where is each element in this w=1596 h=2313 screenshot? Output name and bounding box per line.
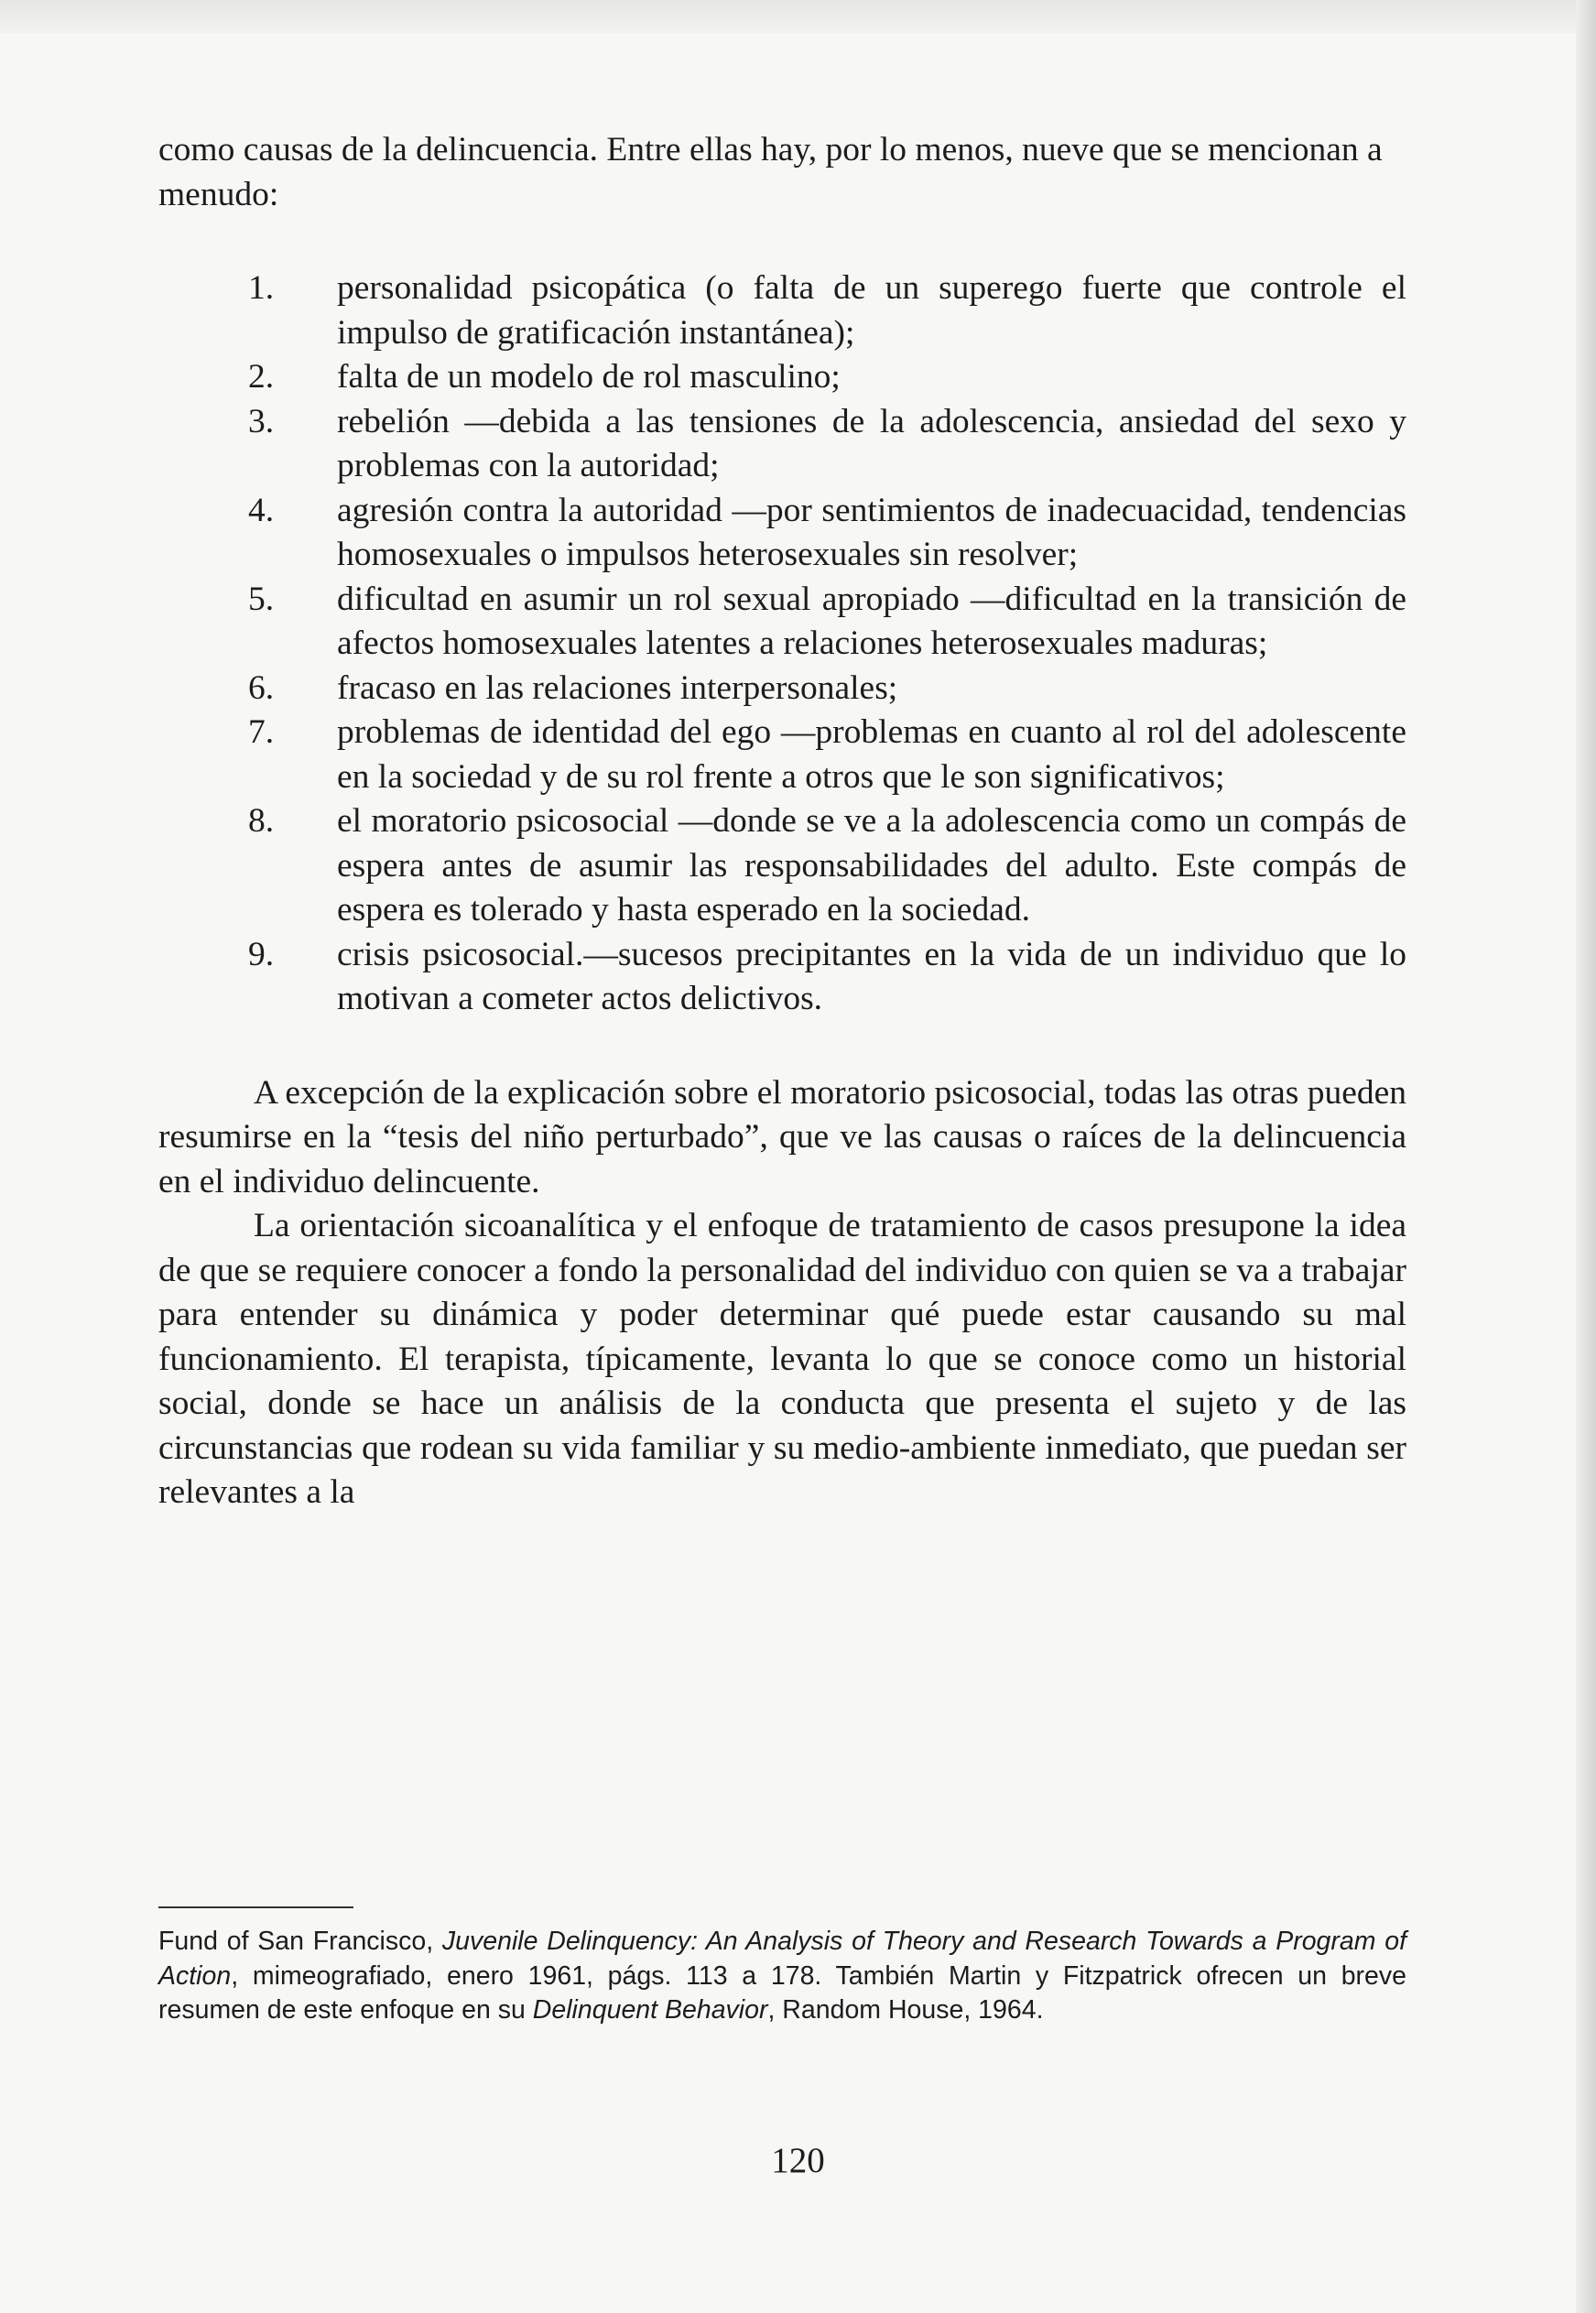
list-item-number: 9. — [248, 935, 275, 973]
list-item — [158, 266, 1406, 355]
list-item — [158, 400, 1406, 489]
list-item — [158, 933, 1406, 1022]
causes-list — [158, 266, 1406, 1022]
list-item — [158, 667, 1406, 711]
list-item-text: el moratorio psicosocial —donde se ve a la adolescencia como un compás de espera antes de asumir las responsabilidades del adulto. Este compás de espera es tolerado y hasta esperado en la sociedad. — [337, 802, 1406, 928]
list-item-number: 7. — [248, 713, 275, 751]
list-item — [158, 355, 1406, 400]
footnote-text-1: Fund of San Francisco, — [158, 1927, 442, 1956]
list-item-text: dificultad en asumir un rol sexual apropiado —dificultad en la transición de afectos homosexuales latentes a relaciones heterosexuales maduras; — [337, 580, 1406, 662]
list-item-number: 1. — [248, 269, 275, 307]
page-top-edge — [0, 0, 1596, 33]
footnote-rule — [158, 1906, 353, 1908]
list-item — [158, 578, 1406, 667]
list-item-number: 4. — [248, 491, 275, 529]
page-content — [158, 128, 1406, 1515]
list-item-number: 2. — [248, 358, 275, 396]
footnote — [158, 1925, 1406, 2028]
list-item-number: 8. — [248, 802, 275, 840]
paragraph-disturbed-child-thesis: A excepción de la explicación sobre el moratorio psicosocial, todas las otras pueden resumirse en la “tesis del niño perturbado”, que ve las causas o raíces de la delincuencia en el individuo delincuente. — [158, 1073, 1406, 1200]
list-item-text: personalidad psicopática (o falta de un superego fuerte que controle el impulso de gratificación instantánea); — [337, 269, 1406, 352]
page-number: 120 — [771, 2141, 825, 2180]
page-right-edge — [1576, 0, 1596, 2313]
footnote-title-1: Juvenile Delinquency: An Analysis of Theory and Research Towards a Program of Action — [158, 1927, 1406, 1991]
list-item-text: problemas de identidad del ego —problemas en cuanto al rol del adolescente en la sociedad y de su rol frente a otros que le son significativos; — [337, 713, 1406, 796]
list-item-number: 3. — [248, 402, 275, 440]
intro-paragraph: como causas de la delincuencia. Entre ellas hay, por lo menos, nueve que se mencionan a menudo: — [158, 131, 1383, 213]
list-item-text: rebelión —debida a las tensiones de la adolescencia, ansiedad del sexo y problemas con la autoridad; — [337, 402, 1406, 484]
footnote-text-3: , Random House, 1964. — [767, 1995, 1044, 2025]
list-item-text: fracaso en las relaciones interpersonales; — [337, 668, 898, 707]
list-item-number: 5. — [248, 580, 275, 618]
list-item-text: crisis psicosocial.—sucesos precipitantes en la vida de un individuo que lo motivan a cometer actos delictivos. — [337, 935, 1406, 1017]
list-item — [158, 489, 1406, 578]
list-item-number: 6. — [248, 668, 275, 707]
list-item-text: falta de un modelo de rol masculino; — [337, 358, 841, 396]
list-item-text: agresión contra la autoridad —por sentimientos de inadecuacidad, tendencias homosexuales o impulsos heterosexuales sin resolver; — [337, 491, 1406, 573]
list-item — [158, 799, 1406, 933]
footnote-text-2: , mimeografiado, enero 1961, págs. 113 a 178. También Martin y Fitzpatrick ofrecen un breve resumen de este enfoque en su — [158, 1960, 1406, 2025]
list-item — [158, 711, 1406, 799]
footnote-title-2: Delinquent Behavior — [532, 1995, 768, 2025]
paragraph-psychoanalytic-orientation: La orientación sicoanalítica y el enfoque de tratamiento de casos presupone la idea de que se requiere conocer a fondo la personalidad del individuo con quien se va a trabajar para entender su dinámica y poder determinar qué puede estar causando su mal funcionamiento. El terapista, típicamente, levanta lo que se conoce como un historial social, donde se hace un análisis de la conducta que presenta el sujeto y de las circunstancias que rodean su vida familiar y su medio-ambiente inmediato, que puedan ser relevantes a la — [158, 1207, 1406, 1511]
